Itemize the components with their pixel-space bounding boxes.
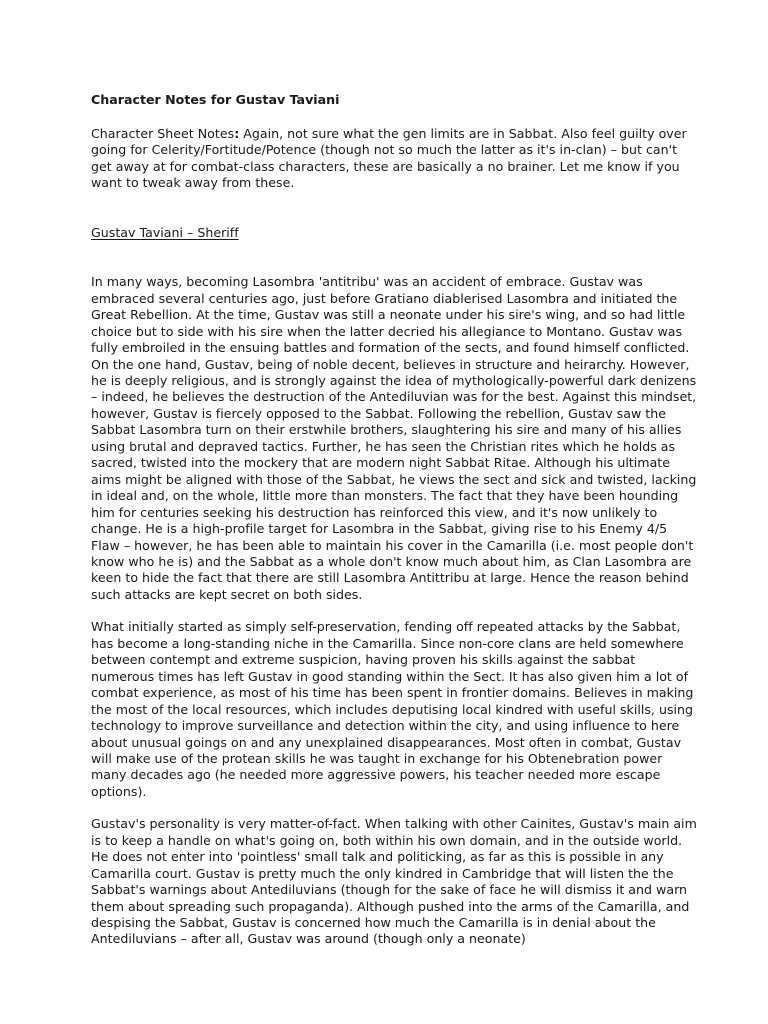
sheet-notes-colon: : [234,126,240,141]
sheet-notes-label: Character Sheet Notes [91,126,235,141]
paragraph-background: In many ways, becoming Lasombra 'antitribu' was an accident of embrace. Gustav was embraced several centuries ago, just before Gratiano diablerised Lasombra and initiated the Great Rebellion. At the time, Gustav was still a neonate under his sire's wing, and so had little choice but to side with his sire when the latter decried his allegiance to Montano. Gustav was fully embroiled in the ensuing battles and formation of the sects, and found himself conflicted. On the one hand, Gustav, being of noble decent, believes in structure and heirarchy. However, he is deeply religious, and is strongly against the idea of mythologically-powerful dark denizens – indeed, he believes the destruction of the Antediluvian was for the best. Against this mindset, however, Gustav is fiercely opposed to the Sabbat. Following the rebellion, Gustav saw the Sabbat Lasombra turn on their erstwhile brothers, slaughtering his sire and many of his allies using brutal and depraved tactics. Further, he has seen the Christian rites which he holds as sacred, twisted into the mockery that are modern night Sabbat Ritae. Although his ultimate aims might be aligned with those of the Sabbat, he views the sect and sick and twisted, lacking in ideal and, on the whole, little more than monsters. The fact that they have been hounding him for centuries seeking his destruction has reinforced this view, and it's now unlikely to change. He is a high-profile target for Lasombra in the Sabbat, giving rise to his Enemy 4/5 Flaw – however, he has been able to maintain his cover in the Camarilla (i.e. most people don't know who he is) and the Sabbat as a whole don't know much about him, as Clan Lasombra are keen to hide the fact that there are still Lasombra Antittribu at large. Hence the reason behind such attacks are kept secret on both sides. [91,274,697,602]
document-page [91,92,699,948]
sheet-notes-text: Again, not sure what the gen limits are in Sabbat. Also feel guilty over going for Celerity/Fortitude/Potence (though not so much the latter as it's in-clan) – but can't get away at for combat-class characters, these are basically a no brainer. Let me know if you want to tweak away from these. [91,126,687,191]
document-title: Character Notes for Gustav Taviani [91,92,340,107]
section-heading: Gustav Taviani – Sheriff [91,224,239,240]
character-sheet-notes [91,126,699,192]
paragraph-personality: Gustav's personality is very matter-of-fact. When talking with other Cainites, Gustav's main aim is to keep a handle on what's going on, both within his own domain, and in the outside world. He does not enter into 'pointless' small talk and politicking, as far as this is possible in any Camarilla court. Gustav is pretty much the only kindred in Cambridge that will listen the the Sabbat's warnings about Antediluvians (though for the sake of face he will dismiss it and warn them about spreading such propaganda). Although pushed into the arms of the Camarilla, and despising the Sabbat, Gustav is concerned how much the Camarilla is in denial about the Antediluvians – after all, Gustav was around (though only a neonate) [91,816,697,947]
paragraph-camarilla: What initially started as simply self-preservation, fending off repeated attacks by the Sabbat, has become a long-standing niche in the Camarilla. Since non-core clans are held somewhere between contempt and extreme suspicion, having proven his skills against the sabbat numerous times has left Gustav in good standing within the Sect. It has also given him a lot of combat experience, as most of his time has been spent in frontier domains. Believes in making the most of the local resources, which includes deputising local kindred with useful skills, using technology to improve surveillance and detection within the city, and using influence to here about unusual goings on and any unexplained disappearances. Most often in combat, Gustav will make use of the protean skills he was taught in exchange for his Obtenebration power many decades ago (he needed more aggressive powers, his teacher needed more escape options). [91,619,694,799]
